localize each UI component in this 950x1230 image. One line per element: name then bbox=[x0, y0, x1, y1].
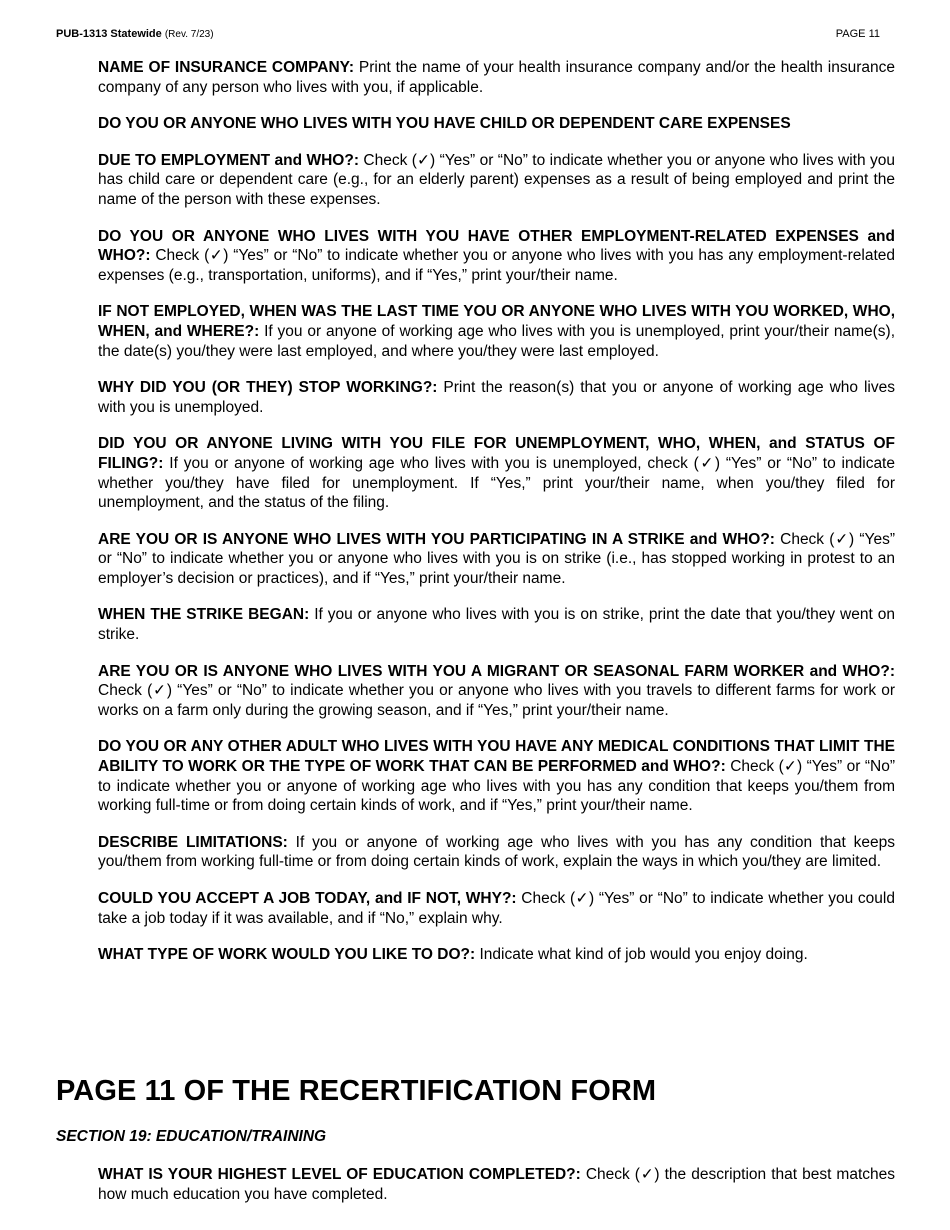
entry-medical-conditions: DO YOU OR ANY OTHER ADULT WHO LIVES WITH YOU HAVE ANY MEDICAL CONDITIONS THAT LIMIT THE ABILITY TO WORK OR THE TYPE OF WORK THAT CAN BE PERFORMED and WHO?: Check (✓) “Yes” or “No” to indicate whether you or anyone of working age who lives with you has any condition that keeps you/them from working full-time or from doing certain kinds of work, and if “Yes,” print your/their name. bbox=[98, 738, 895, 815]
page-header bbox=[56, 28, 880, 44]
entry-strike-began: WHEN THE STRIKE BEGAN: If you or anyone who lives with you is on strike, print the date that you/they went on strike. bbox=[98, 606, 896, 644]
entry-last-employed: IF NOT EMPLOYED, WHEN WAS THE LAST TIME YOU OR ANYONE WHO LIVES WITH YOU WORKED, WHO, WHEN, and WHERE?: If you or anyone of working age who lives with you is unemployed, print your/their name(s), the date(s) you/they were last employed, and where you/they were last employed. bbox=[98, 303, 896, 360]
page-number: PAGE 11 bbox=[835, 28, 880, 40]
instruction-list bbox=[98, 58, 895, 982]
entry-farm-worker: ARE YOU OR IS ANYONE WHO LIVES WITH YOU A MIGRANT OR SEASONAL FARM WORKER and WHO?: Check (✓) “Yes” or “No” to indicate whether you or anyone who lives with you travels to different farms for work or works on a farm only during the growing season, and if “Yes,” print your/their name. bbox=[98, 662, 895, 719]
form-code bbox=[56, 28, 214, 40]
entry-employment-expenses: DO YOU OR ANYONE WHO LIVES WITH YOU HAVE OTHER EMPLOYMENT-RELATED EXPENSES and WHO?: Check (✓) “Yes” or “No” to indicate whether you or anyone who lives with you has any employment-related expenses (e.g., transportation, uniforms), and if “Yes,” print your/their name. bbox=[98, 227, 895, 284]
entry-stop-working: WHY DID YOU (OR THEY) STOP WORKING?: Print the reason(s) that you or anyone of working age who lives with you is unemployed. bbox=[98, 379, 895, 416]
entry-dependent-care: DUE TO EMPLOYMENT and WHO?: Check (✓) “Yes” or “No” to indicate whether you or anyone who lives with you has child care or dependent care (e.g., for an elderly parent) expenses as a result of being employed and print the name of the person with these expenses. bbox=[98, 151, 895, 208]
education-instructions bbox=[98, 1165, 895, 1221]
entry-strike: ARE YOU OR IS ANYONE WHO LIVES WITH YOU PARTICIPATING IN A STRIKE and WHO?: Check (✓) “Yes” or “No” to indicate whether you or anyone who lives with you is on strike (i.e., has stopped working in protest to an employer’s decision or practices), and if “Yes,” print your/their name. bbox=[98, 530, 895, 587]
entry-describe-limitations: DESCRIBE LIMITATIONS: If you or anyone of working age who lives with you has any condition that keeps you/them from working full-time or from doing certain kinds of work, explain the ways in which you/they are limited. bbox=[98, 833, 896, 871]
section-title: PAGE 11 OF THE RECERTIFICATION FORM bbox=[56, 1075, 657, 1107]
form-revision: (Rev. 7/23) bbox=[164, 29, 214, 40]
entry-unemployment-filing: DID YOU OR ANYONE LIVING WITH YOU FILE FOR UNEMPLOYMENT, WHO, WHEN, and STATUS OF FILING?: If you or anyone of working age who lives with you is unemployed, check (✓) “Yes” or “No” to indicate whether you/they have filed for unemployment. If “Yes,” print your/their name, when you/they filed for unemployment, and the status of the filing. bbox=[98, 435, 895, 512]
form-code-label: PUB-1313 Statewide bbox=[56, 28, 162, 40]
section-subtitle: SECTION 19: EDUCATION/TRAINING bbox=[56, 1128, 327, 1145]
entry-dependent-care-heading: DO YOU OR ANYONE WHO LIVES WITH YOU HAVE CHILD OR DEPENDENT CARE EXPENSES bbox=[98, 115, 791, 133]
entry-insurance-company: NAME OF INSURANCE COMPANY: Print the name of your health insurance company and/or the health insurance company of any person who lives with you, if applicable. bbox=[98, 59, 896, 96]
entry-accept-job: COULD YOU ACCEPT A JOB TODAY, and IF NOT, WHY?: Check (✓) “Yes” or “No” to indicate whether you could take a job today if it was available, and if “No,” explain why. bbox=[98, 890, 895, 927]
entry-education-level: WHAT IS YOUR HIGHEST LEVEL OF EDUCATION COMPLETED?: Check (✓) the description that best matches how much education you have completed. bbox=[98, 1166, 896, 1203]
entry-type-of-work: WHAT TYPE OF WORK WOULD YOU LIKE TO DO?: Indicate what kind of job would you enjoy doing. bbox=[98, 946, 808, 964]
